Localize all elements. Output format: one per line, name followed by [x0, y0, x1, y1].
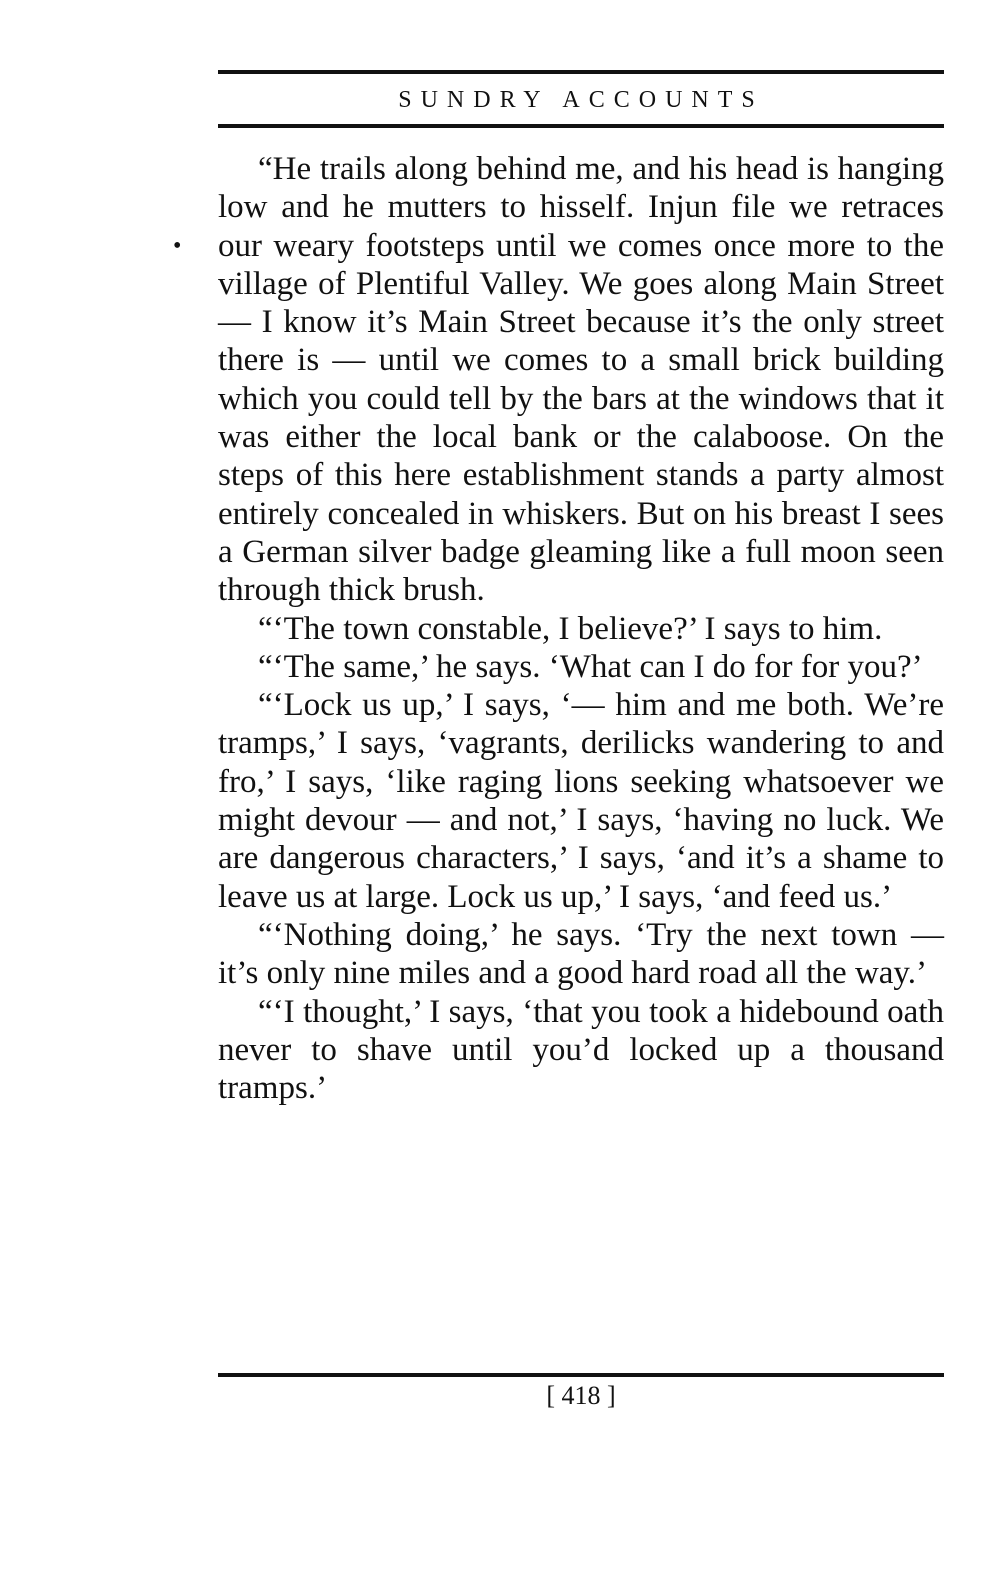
paragraph: “‘I thought,’ I says, ‘that you took a hidebound oath never to shave until you’d locked up a thousand tramps.’ [218, 993, 944, 1107]
margin-mark: • [173, 233, 182, 259]
header-rule-top [218, 70, 944, 74]
paragraph: “‘The same,’ he says. ‘What can I do for for you?’ [258, 648, 923, 685]
paragraph: “‘The town constable, I believe?’ I says to him. [258, 610, 883, 647]
book-page [218, 0, 944, 1595]
page-number: [ 418 ] [546, 1381, 616, 1410]
body-text [218, 150, 944, 1107]
paragraph: “‘Nothing doing,’ he says. ‘Try the next town — it’s only nine miles and a good hard road all the way.’ [218, 916, 944, 992]
header-rule-bottom [218, 124, 944, 128]
paragraph: “‘Lock us up,’ I says, ‘— him and me both. We’re tramps,’ I says, ‘vagrants, derilicks wandering to and fro,’ I says, ‘like raging lions seeking whatsoever we might devour — and not,’ I says, ‘having no luck. We are dangerous characters,’ I says, ‘and it’s a shame to leave us at large. Lock us up,’ I says, ‘and feed us.’ [218, 687, 944, 915]
paragraph: “He trails along behind me, and his head is hanging low and he mutters to hisself. Injun file we retraces our weary footsteps until we comes once more to the village of Plentiful Valley. We goes along Main Street — I know it’s Main Street because it’s the only street there is — until we comes to a small brick building which you could tell by the bars at the windows that it was either the local bank or the calaboose. On the steps of this here establishment stands a party almost entirely concealed in whiskers. But on his breast I sees a German silver badge gleaming like a full moon seen through thick brush. [218, 151, 944, 609]
running-head: SUNDRY ACCOUNTS [398, 87, 764, 113]
